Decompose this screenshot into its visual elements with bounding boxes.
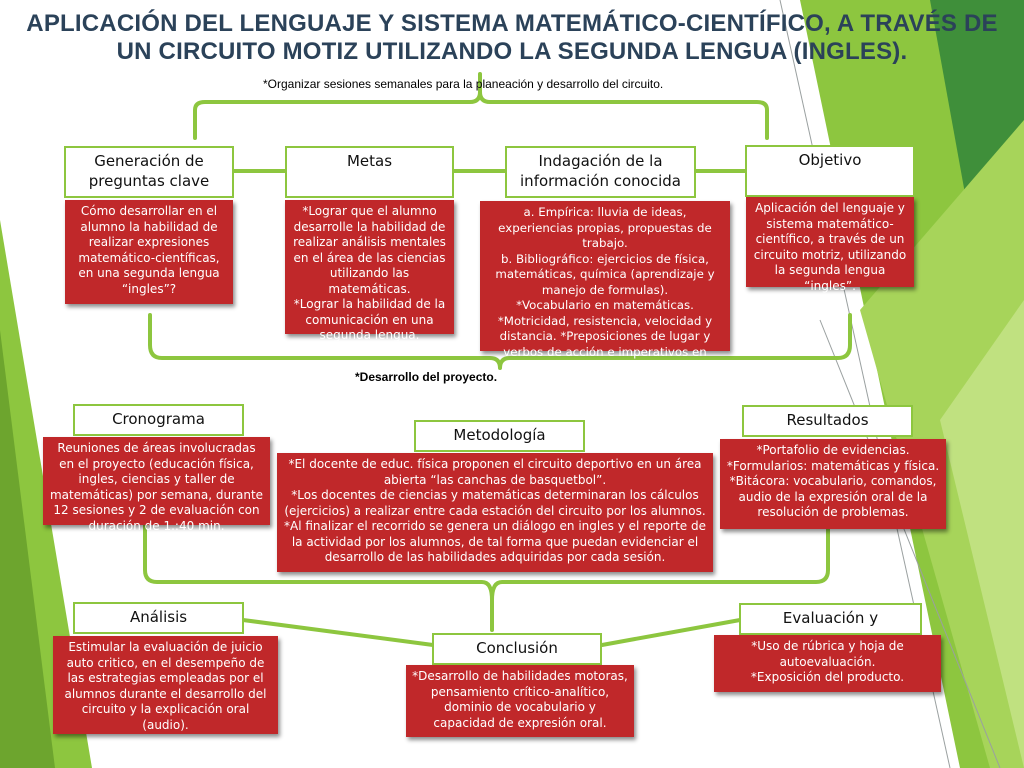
middle-note: *Desarrollo del proyecto. (355, 370, 498, 384)
body-objetivo: Aplicación del lenguaje y sistema matemático-científico, a través de un circuito motriz, utilizando la segunda lengua “ingles”. (746, 197, 914, 287)
header-indagacion: Indagación de la información conocida (505, 146, 696, 198)
header-conclusion: Conclusión (432, 633, 602, 665)
header-metas: Metas (285, 146, 454, 198)
body-preguntas: Cómo desarrollar en el alumno la habilidad de realizar expresiones matemático-científicas, en una segunda lengua “ingles”? (65, 200, 233, 304)
body-metodologia: *El docente de educ. física proponen el circuito deportivo en un área abierta “las canchas de basquetbol”. *Los docentes de ciencias y matemáticas determinaran los cálculos (ejercicios) a realizar entre cada estación del circuito por los alumnos. *Al finalizar el recorrido se genera un diálogo en ingles y el reporte de la actividad por los alumnos, de tal forma que puedan evidenciar el desarrollo de las habilidades adquiridas por cada sesión. (277, 453, 713, 572)
page-title: APLICACIÓN DEL LENGUAJE Y SISTEMA MATEMÁTICO-CIENTÍFICO, A TRAVÉS DE UN CIRCUITO MOTIZ UTILIZANDO LA SEGUNDA LENGUA (INGLES). (26, 10, 998, 65)
body-analisis: Estimular la evaluación de juicio auto critico, en el desempeño de las estrategias empleadas por el alumnos durante el desarrollo del circuito y la explicación oral (audio). (53, 636, 278, 734)
body-metas: *Lograr que el alumno desarrolle la habilidad de realizar análisis mentales en el área de las ciencias utilizando las matemáticas. *Lograr la habilidad de la comunicación en una segunda lengua. (285, 200, 454, 334)
header-preguntas: Generación de preguntas clave (64, 146, 234, 198)
body-cronograma: Reuniones de áreas involucradas en el proyecto (educación física, ingles, ciencias y taller de matemáticas) por semana, durante 12 sesiones y 2 de evaluación con duración de 1.:40 min. (43, 437, 270, 525)
body-indagacion: a. Empírica: lluvia de ideas, experiencias propias, propuestas de trabajo. b. Bibliográfico: ejercicios de física, matemáticas, química (aprendizaje y manejo de formulas). *Vocabulario en matemáticas. *Motricidad, resistencia, velocidad y distancia. *Preposiciones de lugar y verbos de acción e imperativos en ingles. (480, 201, 730, 351)
header-objetivo: Objetivo (745, 145, 915, 197)
body-resultados: *Portafolio de evidencias. *Formularios: matemáticas y física. *Bitácora: vocabulario, comandos, audio de la expresión oral de la resolución de problemas. (720, 439, 946, 529)
header-cronograma: Cronograma (73, 404, 244, 436)
header-metodologia: Metodología (414, 420, 585, 452)
header-evaluacion: Evaluación y (739, 603, 922, 635)
header-analisis: Análisis (73, 602, 244, 634)
header-resultados: Resultados (742, 405, 913, 437)
body-conclusion: *Desarrollo de habilidades motoras, pensamiento crítico-analítico, dominio de vocabulario y capacidad de expresión oral. (406, 665, 634, 737)
body-evaluacion: *Uso de rúbrica y hoja de autoevaluación. *Exposición del producto. (714, 635, 941, 692)
top-note: *Organizar sesiones semanales para la planeación y desarrollo del circuito. (263, 77, 664, 91)
